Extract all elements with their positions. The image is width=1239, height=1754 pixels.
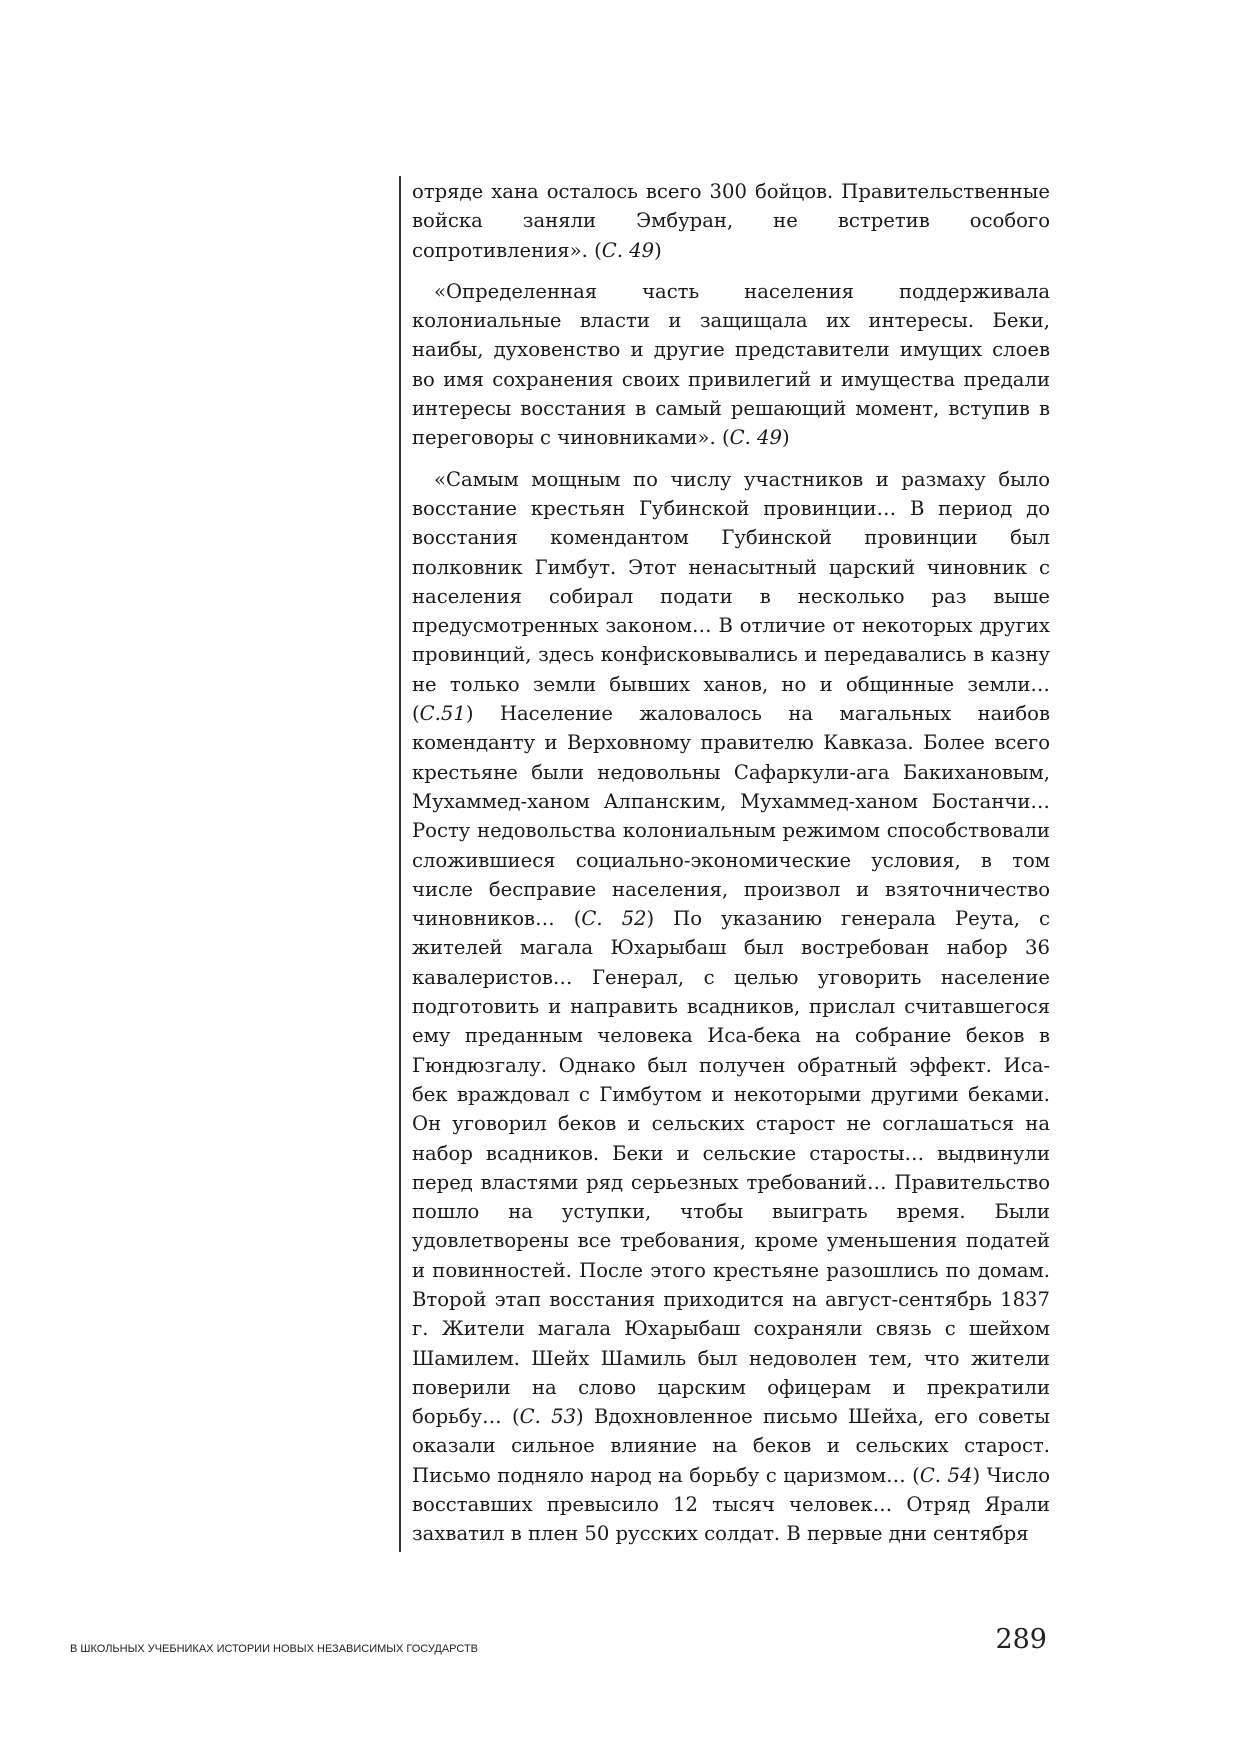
paragraph-3-text: ) Число восставших превысило 12 тысяч человек… Отряд Ярали захватил в плен 50 русских солдат. В первые дни сентября [412, 1463, 1050, 1546]
citation: С. 52 [581, 907, 647, 931]
paragraph-3 [412, 465, 1050, 1549]
citation-close: ) [781, 426, 790, 450]
citation: С. 53 [519, 1405, 577, 1429]
running-title: В ШКОЛЬНЫХ УЧЕБНИКАХ ИСТОРИИ НОВЫХ НЕЗАВИСИМЫХ ГОСУДАРСТВ [70, 1643, 479, 1655]
paragraph-2-text: «Определенная часть населения поддерживала колониальные власти и защищала их интересы. Беки, наибы, духовенство и другие представители имущих слоев во имя сохранения своих привилегий и имущества предали интересы восстания в самый решающий момент, вступив в переговоры с чиновниками». ( [412, 279, 1050, 450]
page-number: 289 [995, 1624, 1047, 1655]
paragraph-3-text: ) По указанию генерала Реута, с жителей магала Юхарыбаш был востребован набор 36 кавалеристов… Генерал, с целью уговорить население подготовить и направить всадников, прислал считавшегося ему преданным человека Иса-бека на собрание беков в Гюндюзгалу. Однако был получен обратный эффект. Иса-бек враждовал с Гимбутом и некоторыми другими беками. Он уговорил беков и сельских старост не соглашаться на набор всадников. Беки и сельские старосты… выдвинули перед властями ряд серьезных требований… Правительство пошло на уступки, чтобы выиграть время. Были удовлетворены все требования, кроме уменьшения податей и повинностей. После этого крестьяне разошлись по домам. Второй этап восстания приходится на август-сентябрь 1837 г. Жители магала Юхарыбаш сохраняли связь с шейхом Шамилем. Шейх Шамиль был недоволен тем, что жители поверили на слово царским офицерам и прекратили борьбу… ( [412, 907, 1050, 1429]
citation: С.51 [419, 702, 466, 726]
paragraph-1 [412, 177, 1050, 265]
paragraph-2 [412, 277, 1050, 453]
paragraph-3-text: ) Вдохновленное письмо Шейха, его советы оказали сильное влияние на беков и сельских старост. Письмо подняло народ на борьбу с царизмом… ( [412, 1405, 1050, 1487]
paragraph-3-text: «Самым мощным по числу участников и размаху было восстание крестьян Губинской провинции… В период до восстания комендантом Губинской провинции был полковник Гимбут. Этот ненасытный царский чиновник с населения собирал подати в несколько раз выше предусмотренных законом… В отличие от некоторых других провинций, здесь конфисковывались и передавались в казну не только земли бывших ханов, но и общинные земли…( [412, 467, 1050, 726]
citation-close: ) [654, 238, 662, 262]
quote-text-column [412, 177, 1050, 1549]
paragraph-1-text: отряде хана осталось всего 300 бойцов. Правительственные войска заняли Эмбуран, не встретив особого сопротивления». ( [412, 180, 1050, 262]
citation: С. 49 [601, 238, 655, 262]
citation: С. 49 [729, 426, 782, 450]
citation: С. 54 [919, 1463, 973, 1487]
paragraph-3-text: ) Население жаловалось на магальных наибов коменданту и Верховному правителю Кавказа. Более всего крестьяне были недовольны Сафаркули-ага Бакихановым, Мухаммед-ханом Алпанским, Мухаммед-ханом Бостанчи… Росту недовольства колониальным режимом способствовали сложившиеся социально-экономические условия, в том числе бесправие населения, произвол и взяточничество чиновников… ( [412, 702, 1050, 931]
